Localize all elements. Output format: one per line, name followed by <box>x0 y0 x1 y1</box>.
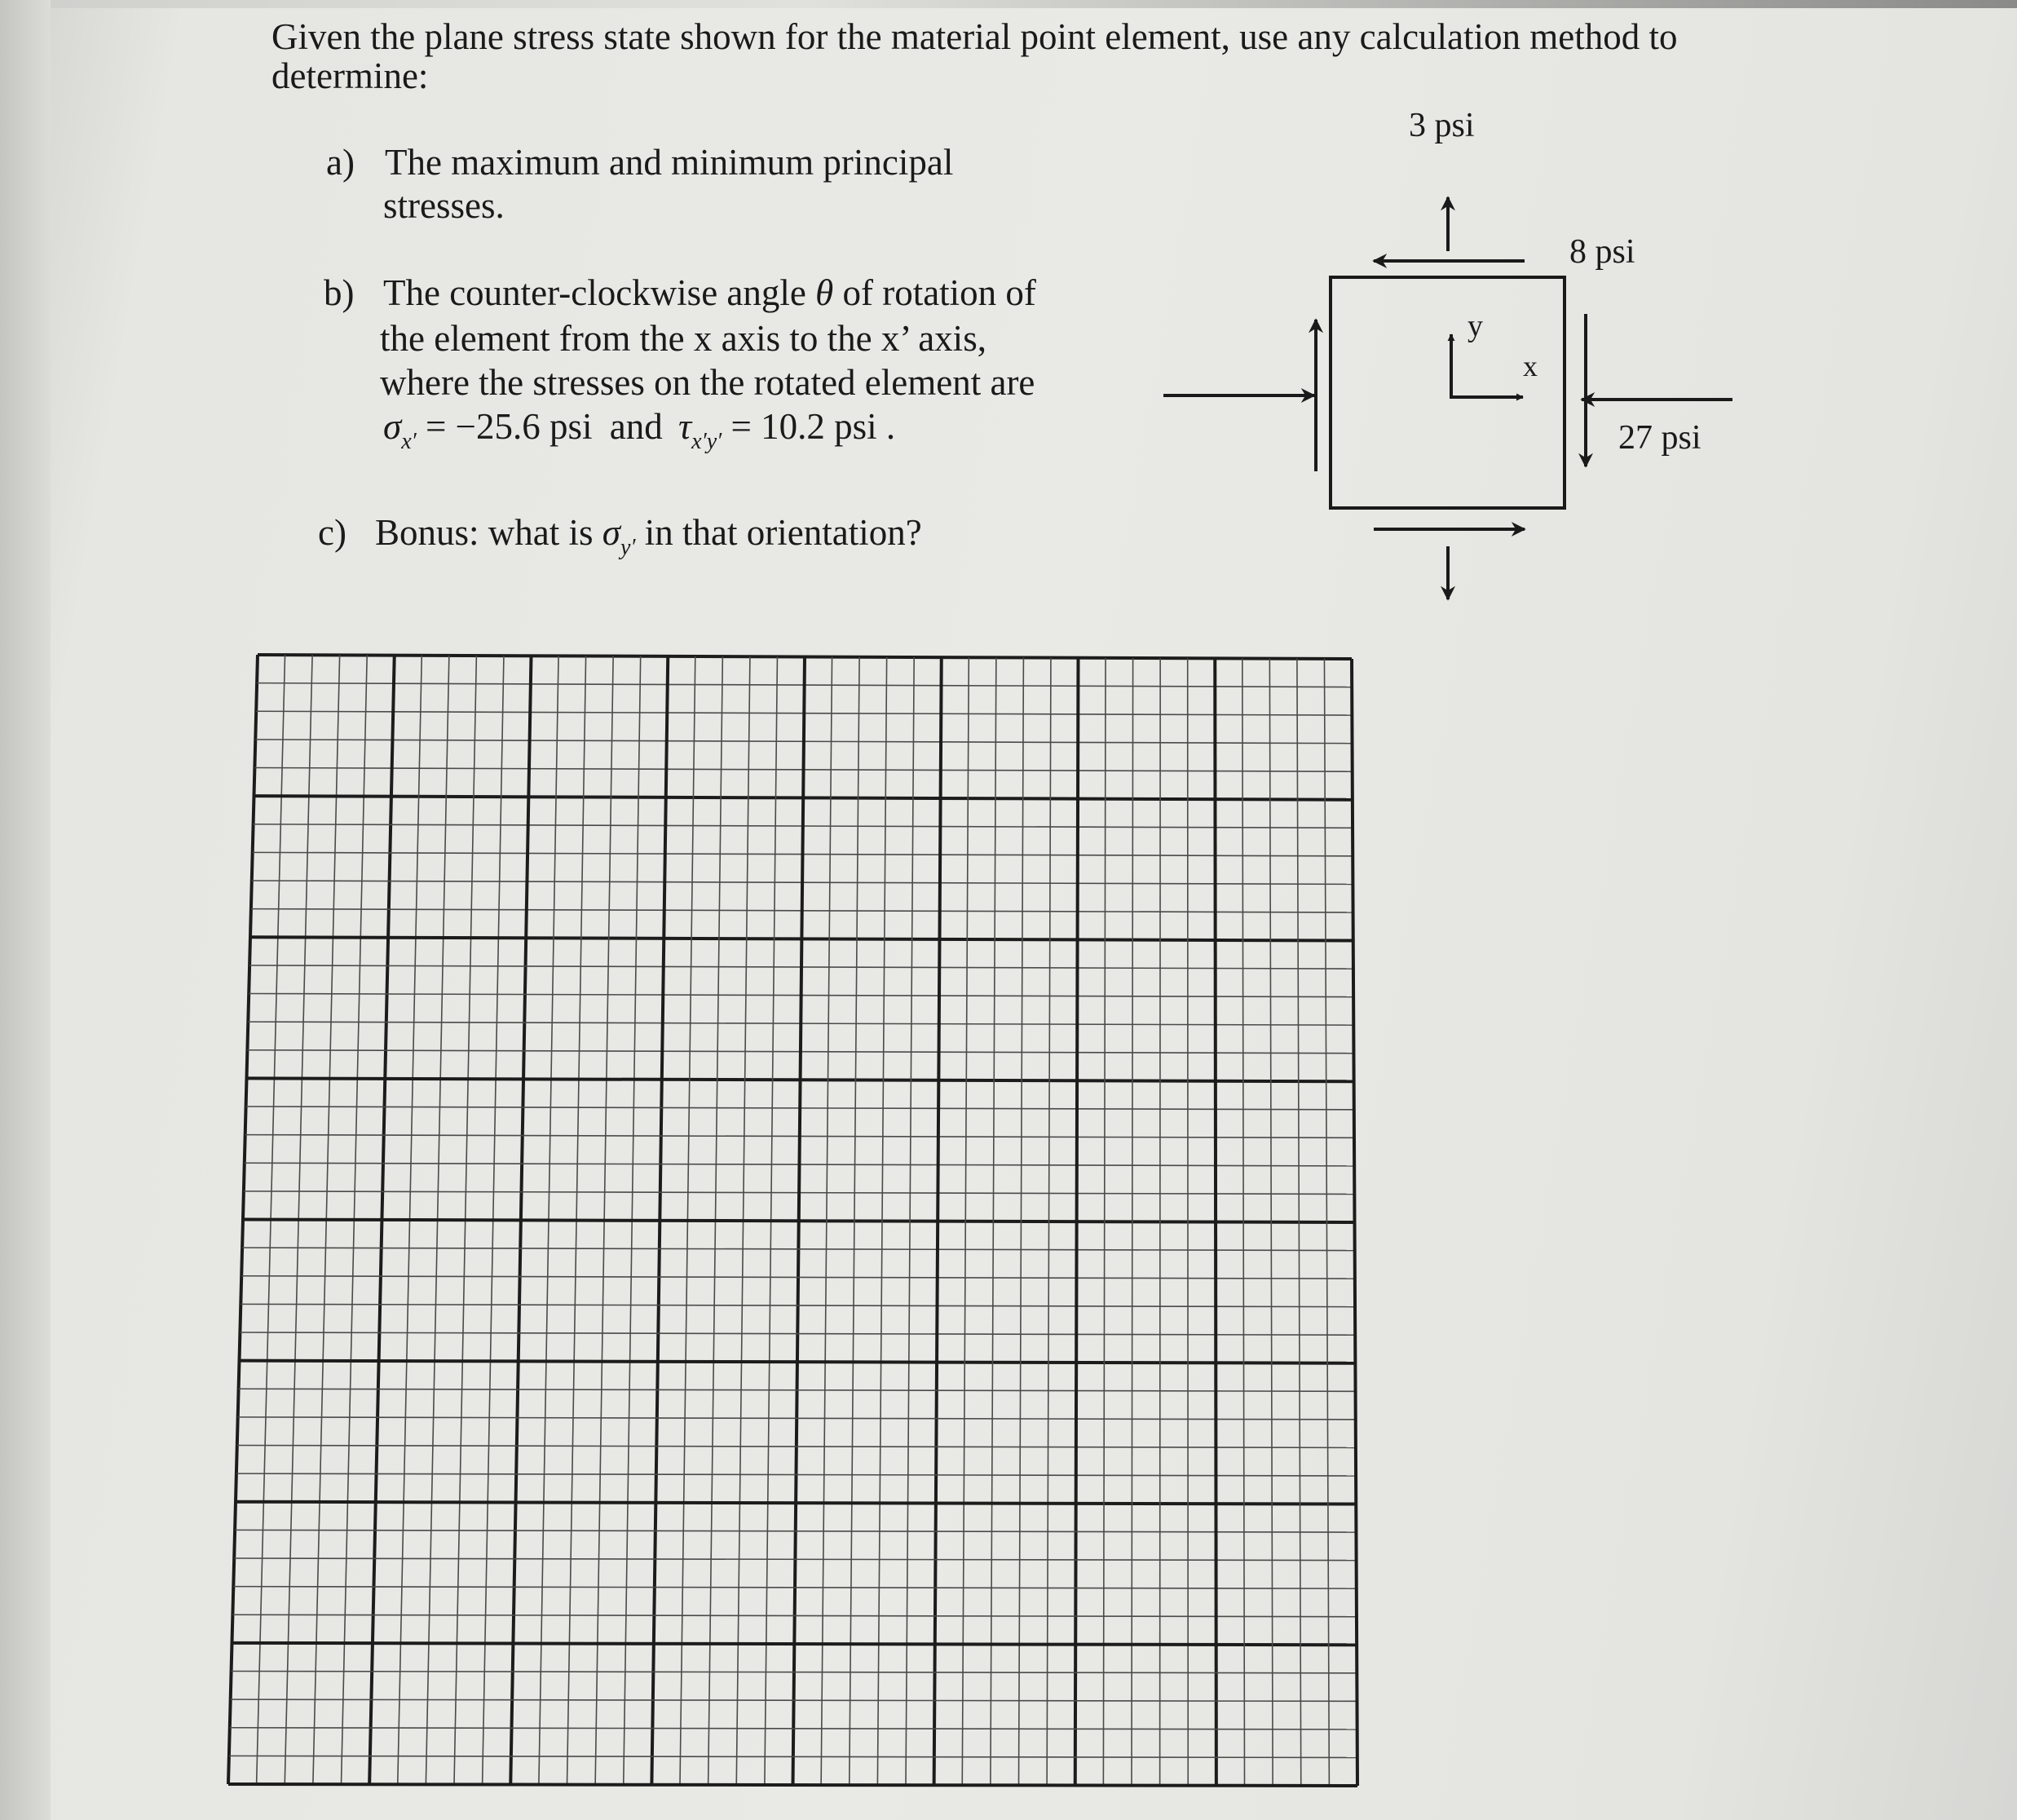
theta-symbol: θ <box>815 272 834 313</box>
sigma-symbol: σ <box>383 406 402 447</box>
tau-subscript: x′y′ <box>691 429 722 454</box>
grid-major-line-vertical <box>1215 658 1216 1785</box>
part-c-pre: Bonus: what is <box>375 512 594 553</box>
and-word: and <box>609 406 663 447</box>
part-c-label: c) <box>318 512 346 553</box>
label-8-psi: 8 psi <box>1569 233 1635 271</box>
label-27-psi: 27 psi <box>1618 419 1701 457</box>
part-c-post: in that orientation? <box>644 512 922 553</box>
part-a-label: a) <box>326 142 355 183</box>
sigma-value: = −25.6 psi <box>416 406 593 447</box>
label-3-psi: 3 psi <box>1409 107 1475 144</box>
sigma-y-symbol: σ <box>602 512 620 553</box>
axis-label-y: y <box>1468 309 1483 343</box>
problem-intro-line2: determine: <box>271 55 429 96</box>
grid-major-line-horizontal <box>228 1784 1357 1786</box>
axis-label-x: x <box>1523 350 1538 382</box>
part-a-line1: The maximum and minimum principal <box>385 142 954 183</box>
part-b-line3: where the stresses on the rotated element are <box>380 362 1035 403</box>
sigma-y-subscript: y′ <box>620 535 636 560</box>
tau-value: = 10.2 psi . <box>722 406 896 447</box>
part-b-line1-pre: The counter-clockwise angle <box>383 272 806 313</box>
problem-intro-line1: Given the plane stress state shown for the material point element, use any calculation method to <box>271 16 1678 57</box>
sigma-subscript: x′ <box>401 429 417 454</box>
part-b-line2: the element from the x axis to the x’ axis, <box>380 318 986 359</box>
tau-symbol: τ <box>678 406 692 447</box>
part-a-line2: stresses. <box>383 185 505 226</box>
part-b-label: b) <box>324 272 355 313</box>
part-b-line1-post: of rotation of <box>842 272 1036 313</box>
grid-major-line-horizontal <box>232 1643 1357 1645</box>
